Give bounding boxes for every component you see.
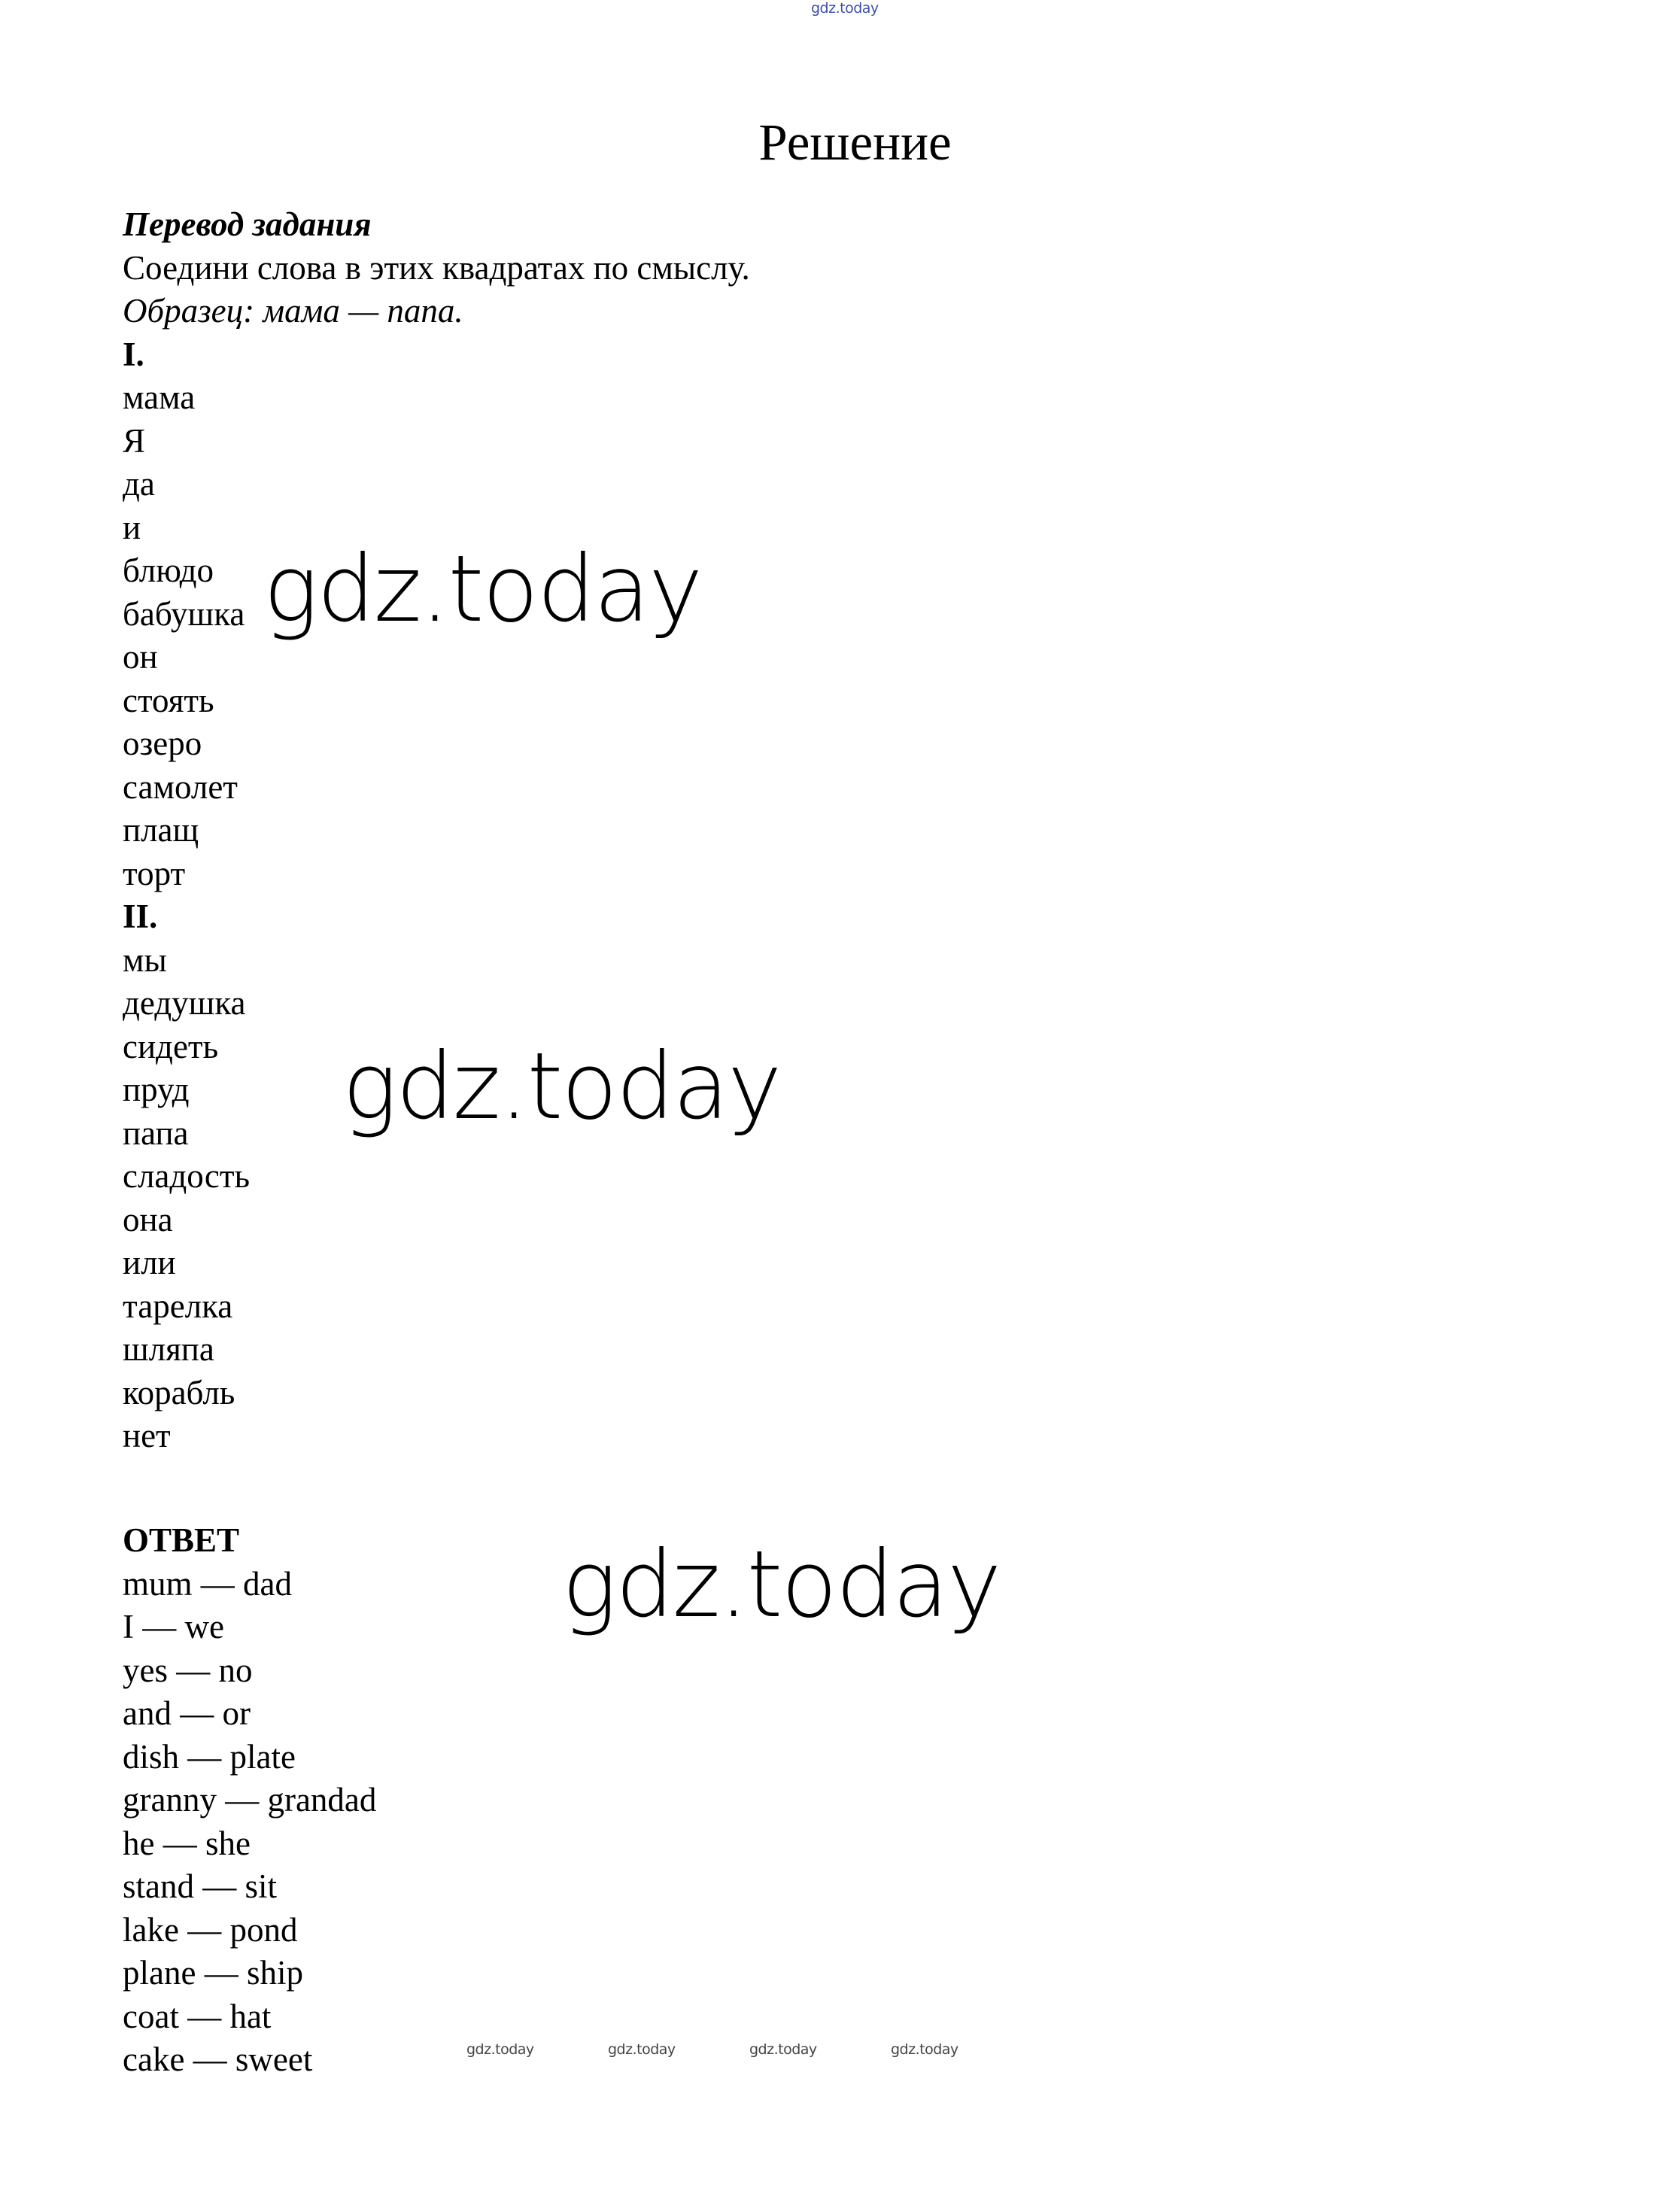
- list-item: yes — no: [123, 1651, 253, 1689]
- list-item: она: [123, 1200, 173, 1238]
- list-item: and — or: [123, 1694, 251, 1732]
- list-item: стоять: [123, 681, 214, 719]
- section1-label: I.: [123, 335, 144, 373]
- document-body: [123, 203, 750, 2082]
- page-title: Решение: [758, 114, 952, 171]
- list-item: coat — hat: [123, 1997, 272, 2035]
- list-item: он: [123, 638, 158, 676]
- list-item: плащ: [123, 811, 199, 849]
- footer-watermark: gdz.today: [749, 2041, 817, 2058]
- list-item: сидеть: [123, 1027, 219, 1065]
- watermark: gdz.today: [562, 1531, 1001, 1638]
- task-example: Образец: мама — папа.: [123, 292, 463, 330]
- footer-watermark: gdz.today: [891, 2041, 958, 2058]
- task-instruction: Соедини слова в этих квадратах по смыслу.: [123, 248, 750, 287]
- list-item: lake — pond: [123, 1910, 298, 1949]
- list-item: озеро: [123, 725, 202, 762]
- list-item: plane — ship: [123, 1954, 303, 1992]
- list-item: Я: [123, 421, 146, 460]
- list-item: бабушка: [123, 594, 245, 633]
- list-item: сладость: [123, 1157, 251, 1195]
- task-heading: Перевод задания: [123, 205, 372, 243]
- list-item: мы: [123, 940, 167, 979]
- list-item: stand — sit: [123, 1867, 278, 1905]
- list-item: самолет: [123, 767, 238, 806]
- spacer: [123, 1476, 750, 1520]
- list-item: или: [123, 1244, 176, 1281]
- section2-word-list: [123, 939, 750, 1458]
- list-item: и: [123, 508, 141, 546]
- watermark: gdz.today: [342, 1033, 781, 1140]
- list-item: шляпа: [123, 1330, 214, 1368]
- list-item: mum — dad: [123, 1564, 292, 1603]
- section2-label: II.: [123, 898, 158, 935]
- answer-heading: ОТВЕТ: [123, 1521, 240, 1559]
- list-item: мама: [123, 378, 196, 416]
- list-item: cake — sweet: [123, 2040, 313, 2078]
- footer-watermark: gdz.today: [608, 2041, 676, 2058]
- header-watermark: gdz.today: [811, 0, 879, 17]
- list-item: I — we: [123, 1608, 224, 1645]
- list-item: блюдо: [123, 552, 214, 589]
- list-item: торт: [123, 854, 186, 892]
- watermark: gdz.today: [263, 536, 702, 643]
- list-item: дедушка: [123, 984, 246, 1022]
- list-item: тарелка: [123, 1287, 233, 1325]
- list-item: dish — plate: [123, 1737, 296, 1776]
- list-item: пруд: [123, 1071, 190, 1108]
- list-item: нет: [123, 1417, 171, 1454]
- footer-watermark: gdz.today: [466, 2041, 534, 2058]
- list-item: he — she: [123, 1824, 251, 1862]
- list-item: granny — grandad: [123, 1781, 377, 1819]
- list-item: корабль: [123, 1373, 235, 1411]
- list-item: папа: [123, 1114, 189, 1152]
- list-item: да: [123, 465, 155, 503]
